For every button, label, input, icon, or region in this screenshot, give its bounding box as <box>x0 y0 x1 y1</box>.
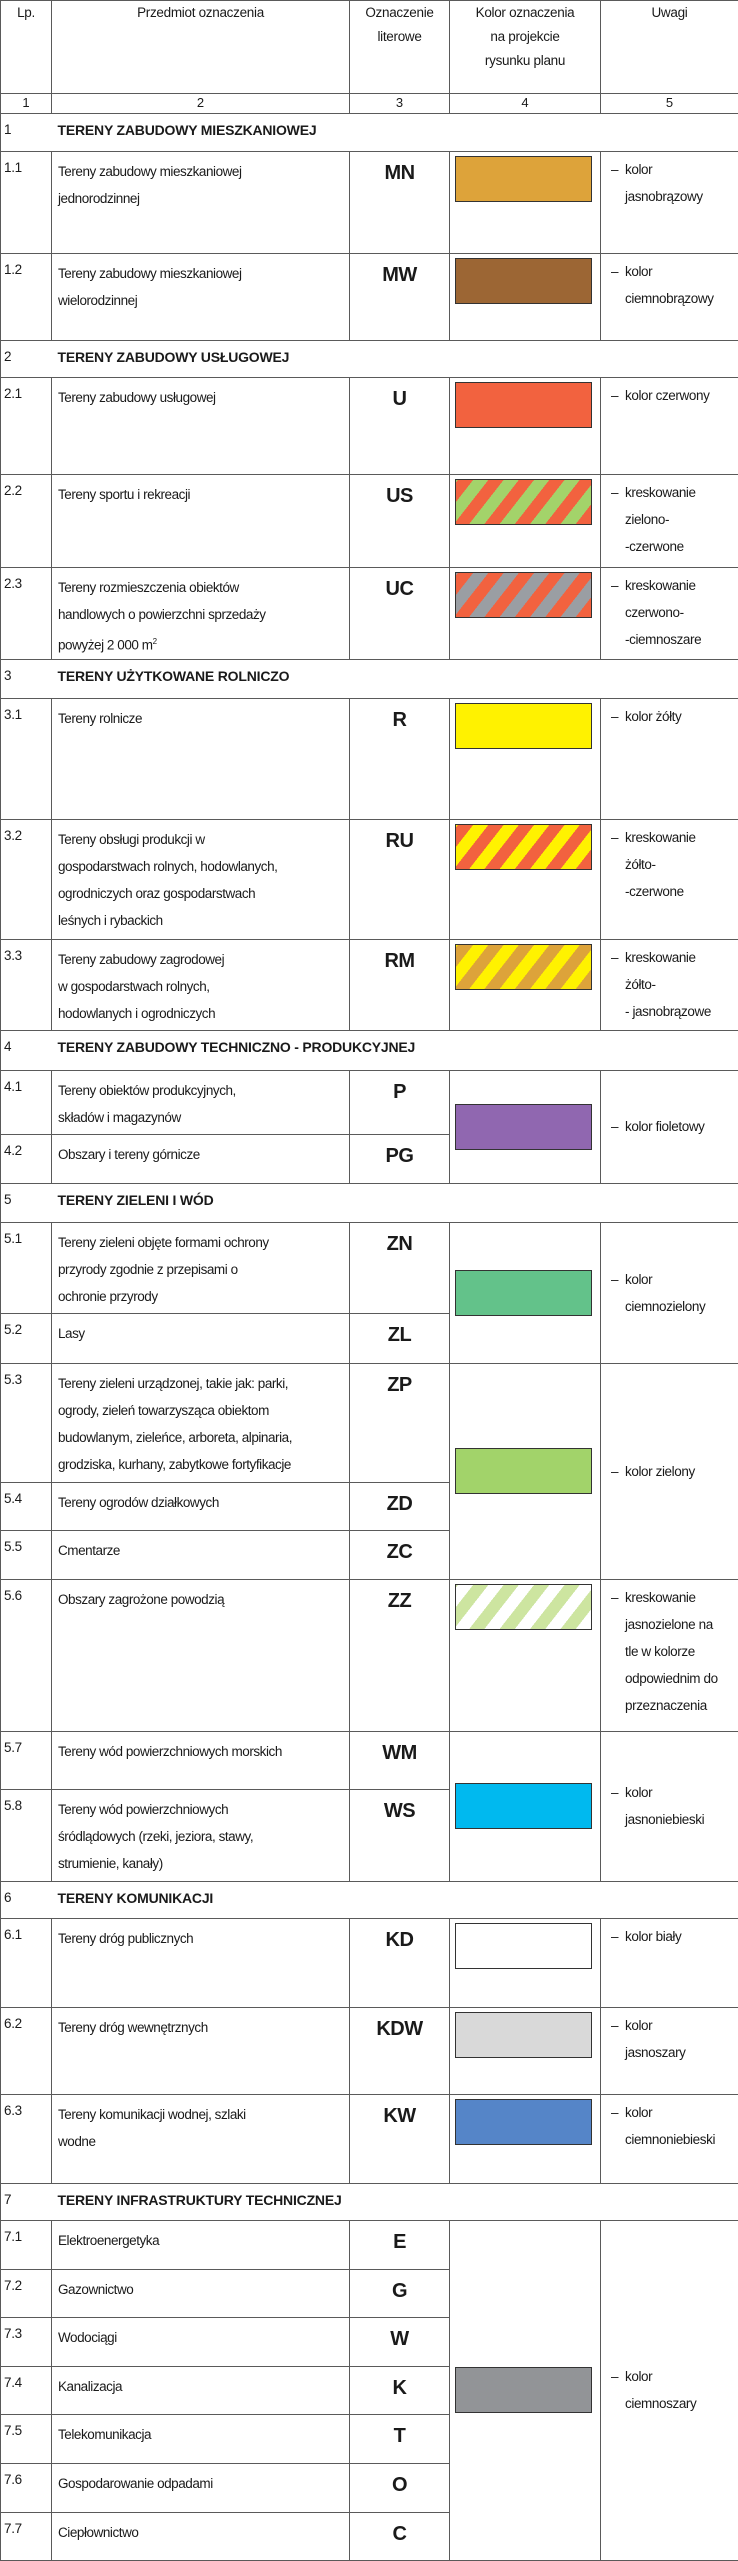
item-code: ZD <box>350 1482 450 1530</box>
description-line: Tereny sportu i rekreacji <box>58 481 345 508</box>
item-description <box>52 1070 350 1134</box>
color-swatch <box>455 2099 592 2145</box>
description-line: budowlanym, zieleńce, arboreta, alpinaria, <box>58 1424 345 1451</box>
item-remark <box>601 939 738 1030</box>
color-cell <box>450 475 601 568</box>
item-description <box>52 378 350 475</box>
legend-row <box>1 698 738 819</box>
remark-line: – kolor <box>601 1779 738 1806</box>
section-row <box>1 341 738 378</box>
header-color: Kolor oznaczenia na projekcie rysunku planu <box>450 1 601 94</box>
item-remark <box>601 1363 738 1579</box>
dash-glyph: – <box>611 1458 618 1485</box>
section-number: 6 <box>1 1881 52 1918</box>
item-description <box>52 1918 350 2007</box>
dash-glyph: – <box>611 703 618 730</box>
column-number: 2 <box>52 94 350 114</box>
remark-line: czerwono- <box>601 599 738 626</box>
header-row <box>1 1 738 94</box>
remark-line: – kreskowanie <box>601 944 738 971</box>
color-cell <box>450 568 601 660</box>
legend-row <box>1 568 738 660</box>
item-number: 4.1 <box>1 1070 52 1134</box>
dash-glyph: – <box>611 824 618 851</box>
item-code: G <box>350 2269 450 2317</box>
section-title: TERENY KOMUNIKACJI <box>52 1881 738 1918</box>
item-description <box>52 1482 350 1530</box>
item-number: 7.7 <box>1 2512 52 2560</box>
color-swatch <box>455 156 592 202</box>
item-code: KDW <box>350 2007 450 2094</box>
item-description <box>52 1530 350 1579</box>
color-cell <box>450 1918 601 2007</box>
description-line: grodziska, kurhany, zabytkowe fortyfikacje <box>58 1451 345 1478</box>
dash-glyph: – <box>611 1266 618 1293</box>
item-code: KW <box>350 2094 450 2183</box>
item-description <box>52 2007 350 2094</box>
section-title: TERENY ZABUDOWY MIESZKANIOWEJ <box>52 114 738 152</box>
remark-line: -czerwone <box>601 878 738 905</box>
dash-glyph: – <box>611 2363 618 2390</box>
item-number: 5.2 <box>1 1313 52 1363</box>
remark-line: żółto- <box>601 971 738 998</box>
item-description <box>52 939 350 1030</box>
item-code: ZC <box>350 1530 450 1579</box>
header-remarks: Uwagi <box>601 1 738 94</box>
item-code: C <box>350 2512 450 2560</box>
column-number: 4 <box>450 94 601 114</box>
remark-line: zielono- <box>601 506 738 533</box>
item-remark <box>601 1579 738 1731</box>
remark-line: przeznaczenia <box>601 1692 738 1719</box>
color-swatch <box>455 944 592 990</box>
color-cell <box>450 2220 601 2560</box>
description-line: jednorodzinnej <box>58 185 345 212</box>
item-number: 5.5 <box>1 1530 52 1579</box>
legend-row <box>1 1363 738 1482</box>
item-description <box>52 2414 350 2463</box>
legend-row <box>1 1070 738 1134</box>
dash-glyph: – <box>611 944 618 971</box>
item-code: RU <box>350 819 450 939</box>
item-number: 6.3 <box>1 2094 52 2183</box>
section-number: 2 <box>1 341 52 378</box>
description-line: Tereny zieleni urządzonej, takie jak: parki, <box>58 1370 345 1397</box>
color-swatch <box>455 1104 592 1150</box>
item-code: T <box>350 2414 450 2463</box>
description-line: Tereny obiektów produkcyjnych, <box>58 1077 345 1104</box>
item-number: 3.2 <box>1 819 52 939</box>
dash-glyph: – <box>611 2099 618 2126</box>
section-number: 5 <box>1 1183 52 1222</box>
legend-row <box>1 939 738 1030</box>
section-number: 3 <box>1 659 52 698</box>
item-number: 5.4 <box>1 1482 52 1530</box>
item-description <box>52 2220 350 2269</box>
item-code: ZZ <box>350 1579 450 1731</box>
item-number: 5.3 <box>1 1363 52 1482</box>
section-number: 7 <box>1 2183 52 2220</box>
legend-row <box>1 152 738 254</box>
remark-line: -czerwone <box>601 533 738 560</box>
description-line: Tereny wód powierzchniowych <box>58 1796 345 1823</box>
description-line: w gospodarstwach rolnych, <box>58 973 345 1000</box>
description-line: Lasy <box>58 1320 345 1347</box>
item-description <box>52 254 350 341</box>
color-cell <box>450 1070 601 1183</box>
remark-line: – kolor <box>601 2363 738 2390</box>
item-number: 1.2 <box>1 254 52 341</box>
item-number: 3.1 <box>1 698 52 819</box>
description-line: Tereny wód powierzchniowych morskich <box>58 1738 345 1765</box>
dash-glyph: – <box>611 479 618 506</box>
remark-line: ciemnobrązowy <box>601 285 738 312</box>
legend-row <box>1 475 738 568</box>
item-description <box>52 1363 350 1482</box>
item-number: 4.2 <box>1 1134 52 1183</box>
item-remark <box>601 698 738 819</box>
description-line: Tereny zabudowy mieszkaniowej <box>58 260 345 287</box>
item-remark <box>601 1070 738 1183</box>
color-swatch <box>455 2012 592 2058</box>
section-title: TERENY INFRASTRUKTURY TECHNICZNEJ <box>52 2183 738 2220</box>
color-cell <box>450 819 601 939</box>
description-line: gospodarstwach rolnych, hodowlanych, <box>58 853 345 880</box>
color-swatch <box>455 1270 592 1316</box>
column-numbers-row <box>1 94 738 114</box>
header-lp: Lp. <box>1 1 52 94</box>
item-remark <box>601 568 738 660</box>
color-swatch <box>455 1584 592 1630</box>
description-line: leśnych i rybackich <box>58 907 345 934</box>
description-line: wielorodzinnej <box>58 287 345 314</box>
item-description <box>52 698 350 819</box>
item-number: 6.2 <box>1 2007 52 2094</box>
description-line: Cmentarze <box>58 1537 345 1564</box>
item-description <box>52 152 350 254</box>
item-code: U <box>350 378 450 475</box>
remark-line: jasnozielone na <box>601 1611 738 1638</box>
item-code: K <box>350 2366 450 2414</box>
description-line: Tereny zieleni objęte formami ochrony <box>58 1229 345 1256</box>
item-code: ZL <box>350 1313 450 1363</box>
item-remark <box>601 2094 738 2183</box>
remark-line: ciemnoniebieski <box>601 2126 738 2153</box>
color-swatch <box>455 382 592 428</box>
item-number: 7.1 <box>1 2220 52 2269</box>
legend-row <box>1 254 738 341</box>
item-code: W <box>350 2317 450 2366</box>
item-remark <box>601 2007 738 2094</box>
color-cell <box>450 152 601 254</box>
remark-line: – kolor <box>601 2099 738 2126</box>
color-swatch <box>455 479 592 525</box>
color-swatch <box>455 1923 592 1969</box>
item-code: PG <box>350 1134 450 1183</box>
description-line: handlowych o powierzchni sprzedaży <box>58 601 345 628</box>
color-cell <box>450 1222 601 1363</box>
color-swatch <box>455 258 592 304</box>
legend-row <box>1 819 738 939</box>
header-code: Oznaczenie literowe <box>350 1 450 94</box>
item-number: 3.3 <box>1 939 52 1030</box>
section-row <box>1 114 738 152</box>
item-remark <box>601 475 738 568</box>
remark-line: -ciemnoszare <box>601 626 738 653</box>
item-remark <box>601 378 738 475</box>
legend-row <box>1 1579 738 1731</box>
dash-glyph: – <box>611 1113 618 1140</box>
section-title: TERENY UŻYTKOWANE ROLNICZO <box>52 659 738 698</box>
description-line: Tereny dróg publicznych <box>58 1925 345 1952</box>
description-line: strumienie, kanały) <box>58 1850 345 1877</box>
description-line: Tereny ogrodów działkowych <box>58 1489 345 1516</box>
section-row <box>1 1881 738 1918</box>
description-line: Obszary zagrożone powodzią <box>58 1586 345 1613</box>
item-description <box>52 2094 350 2183</box>
description-line: ogrodniczych oraz gospodarstwach <box>58 880 345 907</box>
item-number: 2.1 <box>1 378 52 475</box>
description-line: Tereny rolnicze <box>58 705 345 732</box>
remark-line: – kolor czerwony <box>601 382 738 409</box>
item-description <box>52 2269 350 2317</box>
column-number: 3 <box>350 94 450 114</box>
dash-glyph: – <box>611 1923 618 1950</box>
item-number: 5.6 <box>1 1579 52 1731</box>
item-number: 5.7 <box>1 1731 52 1789</box>
item-remark <box>601 152 738 254</box>
item-number: 5.8 <box>1 1789 52 1881</box>
item-code: E <box>350 2220 450 2269</box>
dash-glyph: – <box>611 1779 618 1806</box>
dash-glyph: – <box>611 572 618 599</box>
description-line: Tereny rozmieszczenia obiektów <box>58 574 345 601</box>
item-number: 2.3 <box>1 568 52 660</box>
remark-line: – kolor fioletowy <box>601 1113 738 1140</box>
item-description <box>52 2317 350 2366</box>
description-line: powyżej 2 000 $m^2$ <box>58 628 345 659</box>
remark-line: jasnoniebieski <box>601 1806 738 1833</box>
description-line: Tereny zabudowy zagrodowej <box>58 946 345 973</box>
remark-line: – kreskowanie <box>601 1584 738 1611</box>
section-number: 1 <box>1 114 52 152</box>
color-cell <box>450 1731 601 1881</box>
legend-row <box>1 2007 738 2094</box>
description-line: hodowlanych i ogrodniczych <box>58 1000 345 1027</box>
item-remark <box>601 819 738 939</box>
item-remark <box>601 1222 738 1363</box>
item-code: US <box>350 475 450 568</box>
description-line: Tereny zabudowy usługowej <box>58 384 345 411</box>
description-line: Wodociągi <box>58 2324 345 2351</box>
color-swatch <box>455 572 592 618</box>
item-code: P <box>350 1070 450 1134</box>
item-code: RM <box>350 939 450 1030</box>
header-subject: Przedmiot oznaczenia <box>52 1 350 94</box>
section-title: TERENY ZIELENI I WÓD <box>52 1183 738 1222</box>
legend-row <box>1 2094 738 2183</box>
description-line: Obszary i tereny górnicze <box>58 1141 345 1168</box>
description-line: wodne <box>58 2128 345 2155</box>
remark-line: – kreskowanie <box>601 824 738 851</box>
item-description <box>52 1731 350 1789</box>
remark-line: żółto- <box>601 851 738 878</box>
description-line: Ciepłownictwo <box>58 2519 345 2546</box>
item-remark <box>601 254 738 341</box>
dash-glyph: – <box>611 156 618 183</box>
color-swatch <box>455 1448 592 1494</box>
item-code: WM <box>350 1731 450 1789</box>
color-swatch <box>455 1783 592 1829</box>
dash-glyph: – <box>611 382 618 409</box>
remark-line: jasnoszary <box>601 2039 738 2066</box>
color-cell <box>450 698 601 819</box>
item-description <box>52 2366 350 2414</box>
section-row <box>1 1183 738 1222</box>
item-description <box>52 1134 350 1183</box>
legend-row <box>1 378 738 475</box>
item-number: 7.6 <box>1 2463 52 2512</box>
color-swatch <box>455 824 592 870</box>
remark-line: odpowiednim do <box>601 1665 738 1692</box>
description-line: przyrody zgodnie z przepisami o <box>58 1256 345 1283</box>
legend-row <box>1 1918 738 2007</box>
description-line: Gazownictwo <box>58 2276 345 2303</box>
remark-line: – kolor <box>601 1266 738 1293</box>
item-number: 5.1 <box>1 1222 52 1313</box>
item-description <box>52 2463 350 2512</box>
item-code: O <box>350 2463 450 2512</box>
item-code: R <box>350 698 450 819</box>
item-description <box>52 1222 350 1313</box>
remark-line: – kolor <box>601 2012 738 2039</box>
superscript: 2 <box>153 637 157 646</box>
column-number: 5 <box>601 94 738 114</box>
description-line: Gospodarowanie odpadami <box>58 2470 345 2497</box>
section-row <box>1 659 738 698</box>
item-code: UC <box>350 568 450 660</box>
item-code: MW <box>350 254 450 341</box>
description-line: Telekomunikacja <box>58 2421 345 2448</box>
item-number: 1.1 <box>1 152 52 254</box>
section-title: TERENY ZABUDOWY USŁUGOWEJ <box>52 341 738 378</box>
description-line: składów i magazynów <box>58 1104 345 1131</box>
color-swatch <box>455 703 592 749</box>
item-number: 7.3 <box>1 2317 52 2366</box>
remark-line: tle w kolorze <box>601 1638 738 1665</box>
item-remark <box>601 2220 738 2560</box>
section-title: TERENY ZABUDOWY TECHNICZNO - PRODUKCYJNEJ <box>52 1030 738 1070</box>
item-code: ZP <box>350 1363 450 1482</box>
item-code: WS <box>350 1789 450 1881</box>
item-description <box>52 1789 350 1881</box>
remark-line: - jasnobrązowe <box>601 998 738 1025</box>
remark-line: – kreskowanie <box>601 572 738 599</box>
remark-line: – kolor <box>601 156 738 183</box>
dash-glyph: – <box>611 2012 618 2039</box>
description-line: śródlądowych (rzeki, jeziora, stawy, <box>58 1823 345 1850</box>
item-code: ZN <box>350 1222 450 1313</box>
remark-line: – kreskowanie <box>601 479 738 506</box>
item-number: 2.2 <box>1 475 52 568</box>
section-row <box>1 2183 738 2220</box>
color-cell <box>450 2094 601 2183</box>
item-description <box>52 568 350 660</box>
item-remark <box>601 1731 738 1881</box>
color-cell <box>450 1363 601 1579</box>
legend-row <box>1 2220 738 2269</box>
column-number: 1 <box>1 94 52 114</box>
remark-line: – kolor zielony <box>601 1458 738 1485</box>
remark-line: – kolor żółty <box>601 703 738 730</box>
description-line: Elektroenergetyka <box>58 2227 345 2254</box>
description-line: Tereny komunikacji wodnej, szlaki <box>58 2101 345 2128</box>
item-number: 6.1 <box>1 1918 52 2007</box>
legend-row <box>1 1731 738 1789</box>
description-line: Tereny dróg wewnętrznych <box>58 2014 345 2041</box>
description-line: ochronie przyrody <box>58 1283 345 1310</box>
item-description <box>52 2512 350 2560</box>
description-line: Kanalizacja <box>58 2373 345 2400</box>
legend-row <box>1 1222 738 1313</box>
dash-glyph: – <box>611 258 618 285</box>
item-description <box>52 475 350 568</box>
section-number: 4 <box>1 1030 52 1070</box>
remark-line: ciemnoszary <box>601 2390 738 2417</box>
color-swatch <box>455 2367 592 2413</box>
item-description <box>52 819 350 939</box>
section-row <box>1 1030 738 1070</box>
remark-line: – kolor biały <box>601 1923 738 1950</box>
description-line: Tereny obsługi produkcji w <box>58 826 345 853</box>
item-description <box>52 1313 350 1363</box>
item-number: 7.5 <box>1 2414 52 2463</box>
item-code: MN <box>350 152 450 254</box>
remark-line: – kolor <box>601 258 738 285</box>
description-line: Tereny zabudowy mieszkaniowej <box>58 158 345 185</box>
remark-line: jasnobrązowy <box>601 183 738 210</box>
color-cell <box>450 254 601 341</box>
dash-glyph: – <box>611 1584 618 1611</box>
item-number: 7.2 <box>1 2269 52 2317</box>
color-cell <box>450 1579 601 1731</box>
color-cell <box>450 2007 601 2094</box>
item-code: KD <box>350 1918 450 2007</box>
remark-line: ciemnozielony <box>601 1293 738 1320</box>
color-cell <box>450 939 601 1030</box>
item-remark <box>601 1918 738 2007</box>
description-line: ogrody, zieleń towarzysząca obiektom <box>58 1397 345 1424</box>
item-number: 7.4 <box>1 2366 52 2414</box>
color-cell <box>450 378 601 475</box>
item-description <box>52 1579 350 1731</box>
